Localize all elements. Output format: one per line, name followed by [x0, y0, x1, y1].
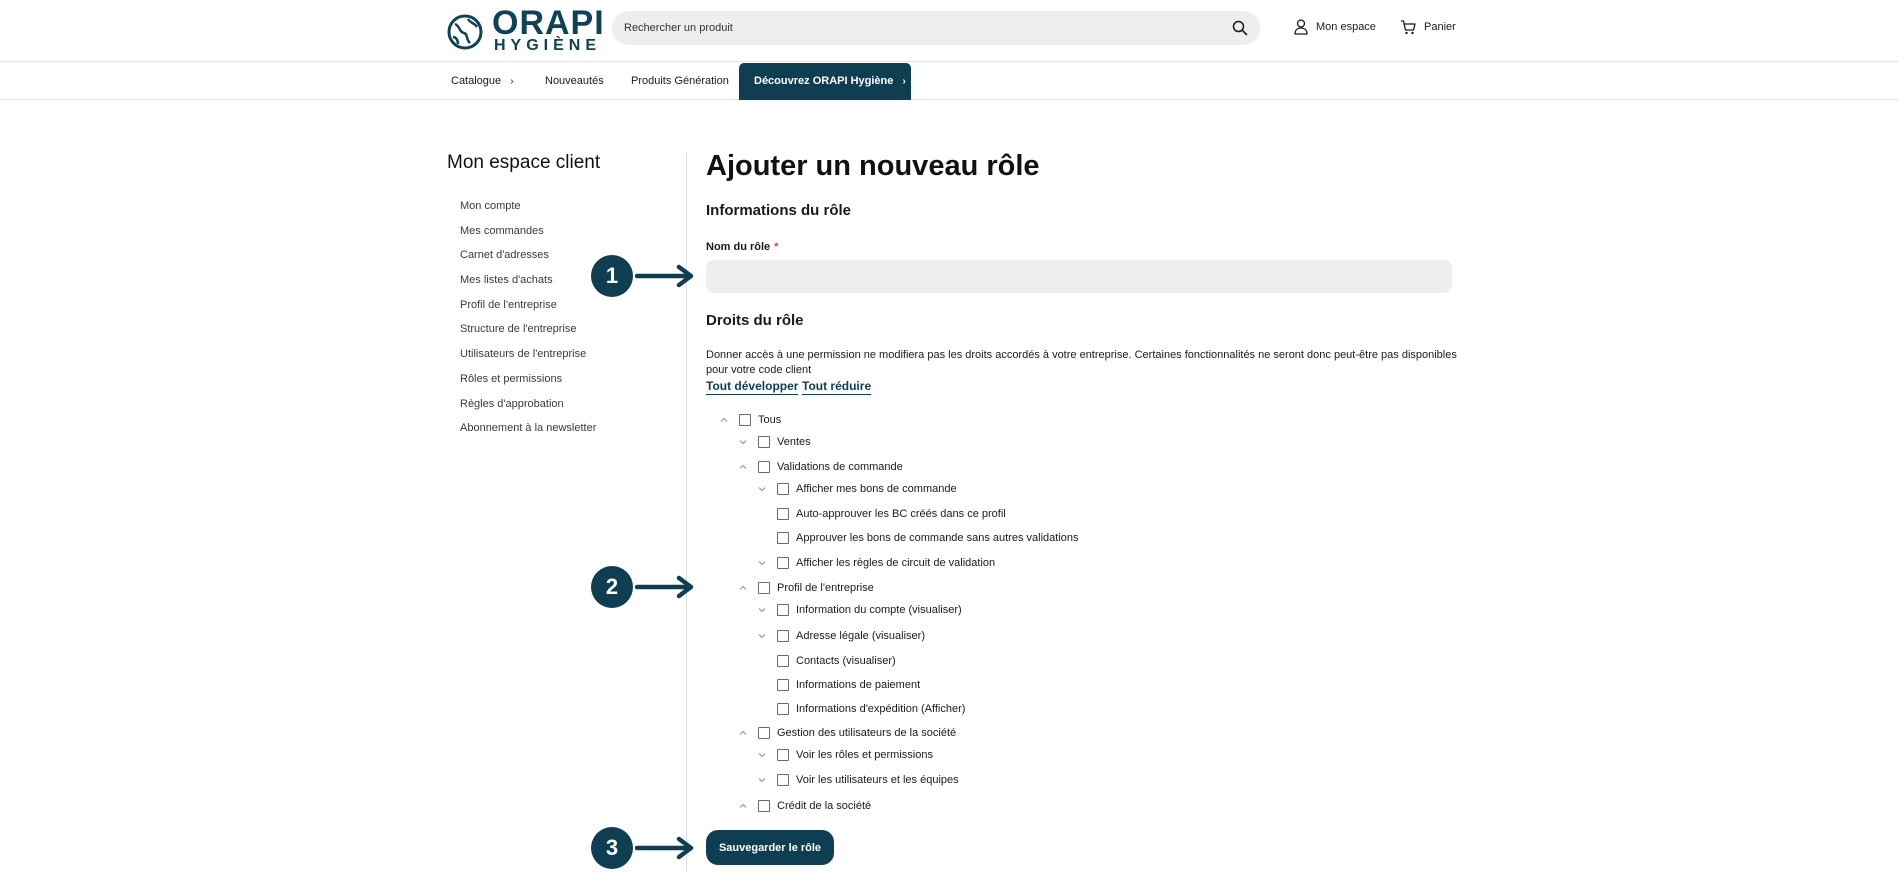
- role-name-input[interactable]: [706, 260, 1452, 293]
- logo-word-hygiene: HYGIÈNE: [494, 37, 602, 54]
- chevron-up-icon[interactable]: [719, 415, 729, 425]
- checkbox[interactable]: [758, 582, 770, 594]
- sidebar-item-mon-compte[interactable]: Mon compte: [460, 200, 521, 212]
- checkbox[interactable]: [777, 557, 789, 569]
- checkbox[interactable]: [777, 508, 789, 520]
- tree-row: [757, 555, 995, 571]
- checkbox[interactable]: [739, 414, 751, 426]
- checkbox[interactable]: [777, 630, 789, 642]
- role-info-heading: Informations du rôle: [706, 202, 852, 219]
- tree-row: [738, 725, 956, 741]
- tree-label: Validations de commande: [777, 461, 903, 473]
- arrow-right-icon: [635, 575, 697, 599]
- role-name-label-text: Nom du rôle: [706, 241, 771, 253]
- user-icon: [1294, 19, 1308, 35]
- chevron-down-icon[interactable]: [757, 558, 767, 568]
- tree-label: Approuver les bons de commande sans autres validations: [796, 532, 1079, 544]
- tree-row: [757, 506, 1006, 522]
- chevron-up-icon[interactable]: [738, 583, 748, 593]
- expand-all-link[interactable]: Tout développer: [706, 379, 799, 393]
- account-link[interactable]: [1294, 19, 1376, 35]
- chevron-down-icon[interactable]: [757, 605, 767, 615]
- tree-label: Profil de l'entreprise: [777, 582, 874, 594]
- rights-description: Donner accès à une permission ne modifiera pas les droits accordés à votre entreprise. Certaines fonctionnalités ne seront donc peut-être pas disponibles pour votre code client: [706, 349, 1457, 376]
- checkbox[interactable]: [777, 604, 789, 616]
- tree-row: [757, 701, 965, 717]
- checkbox[interactable]: [758, 461, 770, 473]
- tree-row: [757, 772, 959, 788]
- checkbox[interactable]: [758, 800, 770, 812]
- checkbox[interactable]: [777, 532, 789, 544]
- chevron-right-icon: ›: [510, 76, 514, 87]
- checkbox[interactable]: [777, 749, 789, 761]
- nav-nouveautes[interactable]: [545, 62, 604, 100]
- arrow-right-icon: [635, 836, 697, 860]
- chevron-down-icon[interactable]: [757, 484, 767, 494]
- logo-word-orapi: ORAPI: [492, 4, 605, 42]
- collapse-all-link[interactable]: Tout réduire: [802, 379, 872, 393]
- nav-nouveautes-label: Nouveautés: [545, 75, 604, 87]
- tree-label: Afficher mes bons de commande: [796, 483, 957, 495]
- tree-label: Ventes: [777, 436, 811, 448]
- chevron-down-icon[interactable]: [757, 775, 767, 785]
- tree-label: Gestion des utilisateurs de la société: [777, 727, 957, 739]
- arrow-right-icon: [635, 264, 697, 288]
- tree-row: [757, 602, 962, 618]
- search-input[interactable]: [624, 11, 1214, 45]
- cart-link[interactable]: [1400, 19, 1456, 35]
- cart-label: Panier: [1424, 21, 1456, 33]
- tree-label: Tous: [758, 414, 782, 426]
- tree-label: Contacts (visualiser): [796, 655, 896, 667]
- annotation-marker-2: 2: [591, 566, 633, 608]
- search-bar: [612, 11, 1260, 45]
- role-name-label: [706, 241, 778, 253]
- site-header: [0, 0, 1898, 62]
- sidebar-title: Mon espace client: [447, 152, 601, 173]
- sidebar-divider: [686, 152, 687, 873]
- globe-icon: [446, 13, 484, 51]
- tree-label: Auto-approuver les BC créés dans ce profil: [796, 508, 1006, 520]
- tree-row: [757, 481, 957, 497]
- checkbox[interactable]: [777, 679, 789, 691]
- nav-decouvrez[interactable]: [739, 63, 911, 100]
- tree-row: [738, 798, 871, 814]
- tree-row: [757, 653, 896, 669]
- sidebar-item-newsletter[interactable]: Abonnement à la newsletter: [460, 422, 597, 435]
- nav-produits-label: Produits Génération: [631, 75, 729, 87]
- sidebar-item-regles-approbation[interactable]: Règles d'approbation: [460, 397, 564, 410]
- checkbox[interactable]: [777, 703, 789, 715]
- tree-label: Informations d'expédition (Afficher): [796, 703, 966, 715]
- checkbox[interactable]: [758, 727, 770, 739]
- tree-label: Adresse légale (visualiser): [796, 630, 925, 642]
- sidebar-item-structure-entreprise[interactable]: Structure de l'entreprise: [460, 323, 577, 336]
- tree-label: Informations de paiement: [796, 679, 921, 691]
- chevron-down-icon[interactable]: [757, 631, 767, 641]
- main-nav: [0, 62, 1898, 100]
- tree-label: Information du compte (visualiser): [796, 604, 962, 616]
- nav-produits-generation[interactable]: [631, 62, 729, 100]
- search-icon[interactable]: [1232, 20, 1248, 36]
- nav-catalogue-label: Catalogue: [451, 75, 502, 87]
- tree-row: [719, 412, 781, 428]
- chevron-down-icon[interactable]: [757, 750, 767, 760]
- chevron-right-icon: ›: [902, 76, 906, 87]
- sidebar-item-utilisateurs[interactable]: Utilisateurs de l'entreprise: [460, 348, 587, 361]
- account-label: Mon espace: [1316, 21, 1376, 33]
- nav-catalogue[interactable]: [451, 62, 514, 100]
- chevron-up-icon[interactable]: [738, 728, 748, 738]
- tree-row: [738, 459, 903, 475]
- nav-decouvrez-label: Découvrez ORAPI Hygiène: [754, 75, 894, 87]
- annotation-marker-1: 1: [591, 255, 633, 297]
- orapi-logo[interactable]: [446, 4, 605, 54]
- sidebar-item-mes-commandes[interactable]: Mes commandes: [460, 224, 544, 237]
- tree-row: [757, 677, 920, 693]
- tree-row: [757, 530, 1079, 546]
- checkbox[interactable]: [777, 655, 789, 667]
- tree-row: [757, 747, 933, 763]
- tree-label: Voir les utilisateurs et les équipes: [796, 774, 959, 786]
- cart-icon: [1400, 19, 1416, 35]
- tree-label: Afficher les règles de circuit de validation: [796, 557, 996, 569]
- tree-row: [738, 434, 811, 450]
- required-mark: *: [774, 241, 779, 253]
- page-title: Ajouter un nouveau rôle: [706, 150, 1040, 182]
- tree-label: Voir les rôles et permissions: [796, 749, 933, 761]
- sidebar-item-roles-permissions[interactable]: Rôles et permissions: [460, 372, 563, 385]
- role-rights-heading: Droits du rôle: [706, 312, 804, 329]
- sidebar-menu: [460, 198, 596, 445]
- tree-label: Crédit de la société: [777, 800, 872, 812]
- tree-row: [738, 580, 874, 596]
- sidebar-item-profil-entreprise[interactable]: Profil de l'entreprise: [460, 298, 557, 311]
- save-role-button[interactable]: Sauvegarder le rôle: [706, 830, 834, 865]
- annotation-marker-3: 3: [591, 827, 633, 869]
- checkbox[interactable]: [758, 436, 770, 448]
- chevron-up-icon[interactable]: [738, 462, 748, 472]
- sidebar-item-listes-achats[interactable]: Mes listes d'achats: [460, 274, 553, 287]
- checkbox[interactable]: [777, 774, 789, 786]
- chevron-up-icon[interactable]: [738, 801, 748, 811]
- tree-row: [757, 628, 925, 644]
- chevron-down-icon[interactable]: [738, 437, 748, 447]
- sidebar-item-carnet-adresses[interactable]: Carnet d'adresses: [460, 249, 549, 262]
- checkbox[interactable]: [777, 483, 789, 495]
